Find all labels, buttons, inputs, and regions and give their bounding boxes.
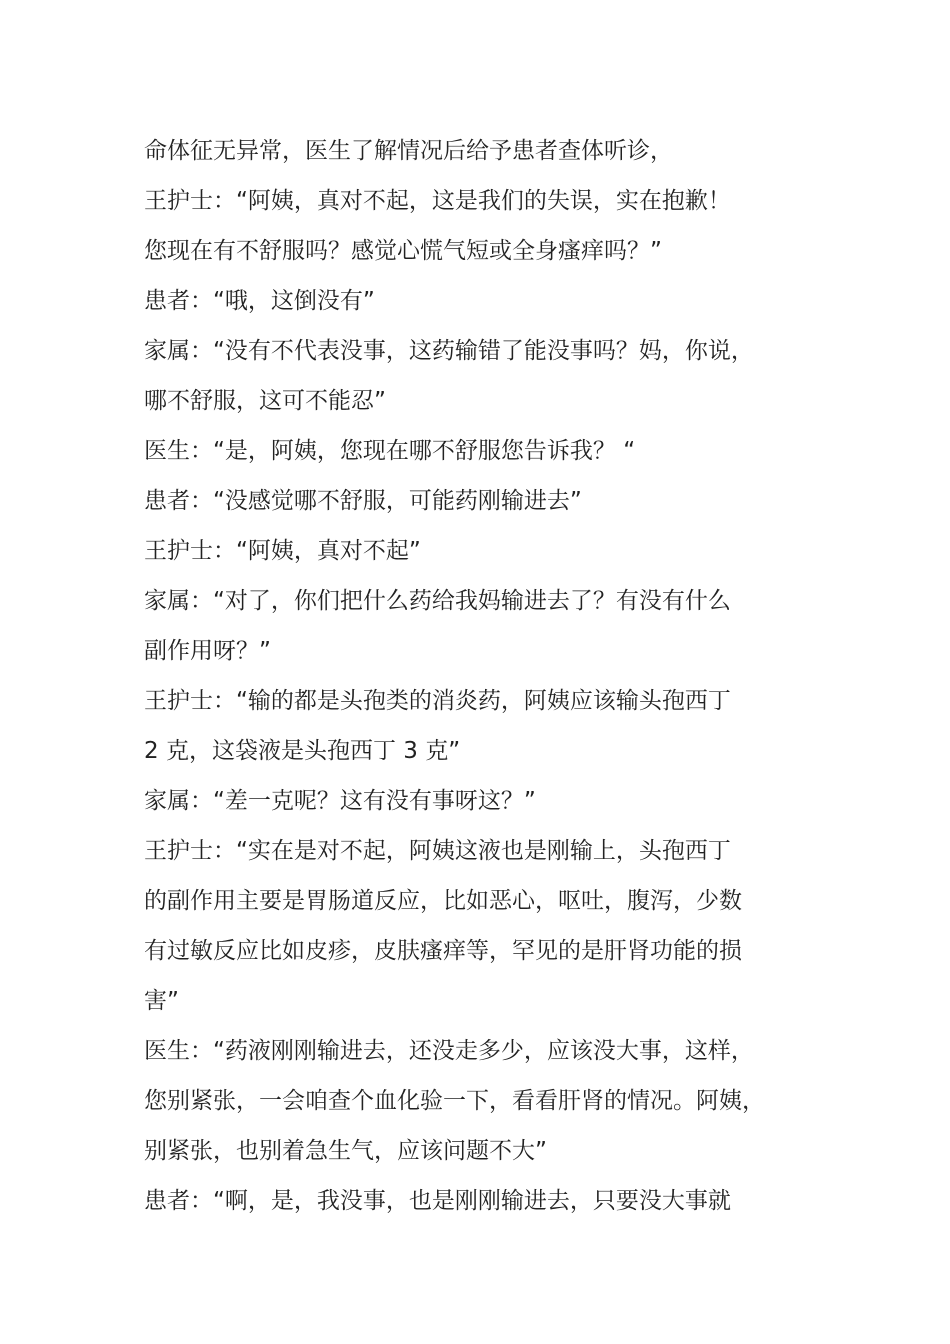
text-line: 您别紧张，一会咱查个血化验一下，看看肝肾的情况。阿姨， xyxy=(144,1088,765,1114)
text-line: 家属：“没有不代表没事，这药输错了能没事吗？妈，你说， xyxy=(144,338,754,364)
text-line: 家属：“差一克呢？这有没有事呀这？” xyxy=(144,788,536,814)
text-line: 2 克，这袋液是头孢西丁 3 克” xyxy=(144,738,461,764)
text-line: 别紧张，也别着急生气，应该问题不大” xyxy=(144,1138,547,1164)
text-line: 的副作用主要是胃肠道反应，比如恶心，呕吐，腹泻，少数 xyxy=(144,888,742,914)
text-line: 患者：“哦，这倒没有” xyxy=(144,288,375,314)
text-line: 王护士：“阿姨，真对不起” xyxy=(144,538,421,564)
text-line: 患者：“没感觉哪不舒服，可能药刚输进去” xyxy=(144,488,582,514)
text-line: 医生：“是，阿姨，您现在哪不舒服您告诉我？ “ xyxy=(144,438,636,464)
text-line: 害” xyxy=(144,988,179,1014)
text-line: 家属：“对了，你们把什么药给我妈输进去了？有没有什么 xyxy=(144,588,731,614)
text-line: 患者：“啊，是，我没事，也是刚刚输进去，只要没大事就 xyxy=(144,1188,731,1214)
text-line: 哪不舒服，这可不能忍” xyxy=(144,388,386,414)
text-line: 有过敏反应比如皮疹，皮肤瘙痒等，罕见的是肝肾功能的损 xyxy=(144,938,742,964)
text-line: 副作用呀？” xyxy=(144,638,271,664)
dialogue-text xyxy=(144,126,834,1226)
text-line: 王护士：“实在是对不起，阿姨这液也是刚输上，头孢西丁 xyxy=(144,838,731,864)
text-line: 王护士：“输的都是头孢类的消炎药，阿姨应该输头孢西丁 xyxy=(144,688,731,714)
text-line: 王护士：“阿姨，真对不起，这是我们的失误，实在抱歉！ xyxy=(144,188,731,214)
text-line: 您现在有不舒服吗？感觉心慌气短或全身瘙痒吗？” xyxy=(144,238,662,264)
text-line: 命体征无异常，医生了解情况后给予患者查体听诊， xyxy=(144,138,673,164)
text-line: 医生：“药液刚刚输进去，还没走多少，应该没大事，这样， xyxy=(144,1038,754,1064)
